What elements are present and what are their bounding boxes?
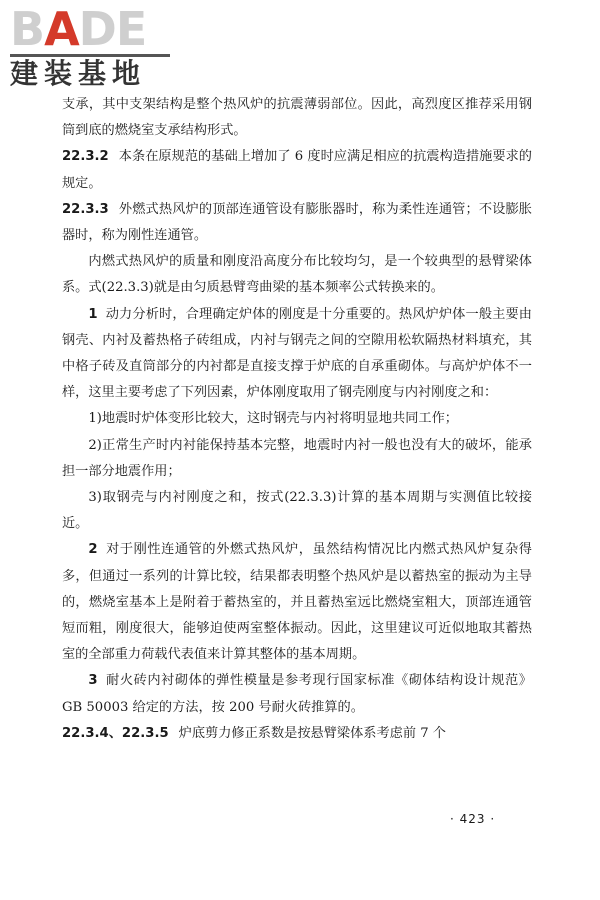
paragraph-label: 22.3.2 xyxy=(62,149,109,165)
paragraph-text: 外燃式热风炉的顶部连通管设有膨胀器时，称为柔性连通管；不设膨胀器时，称为刚性连通管。 xyxy=(62,201,532,244)
paragraph-text: 耐火砖内衬砌体的弹性模量是参考现行国家标准《砌体结构设计规范》GB 50003 给定的方法，按 200 号耐火砖推算的。 xyxy=(62,673,532,715)
paragraph xyxy=(62,92,532,144)
paragraph-text: 内燃式热风炉的质量和刚度沿高度分布比较均匀，是一个较典型的悬臂梁体系。式(22.3.3)就是由匀质悬臂弯曲梁的基本频率公式转换来的。 xyxy=(62,254,532,296)
paragraph-text: 3)取钢壳与内衬刚度之和，按式(22.3.3)计算的基本周期与实测值比较接近。 xyxy=(62,490,532,532)
logo-subtitle: 建装基地 xyxy=(10,57,147,90)
paragraph xyxy=(62,249,532,301)
paragraph xyxy=(62,302,532,407)
paragraph-text: 动力分析时，合理确定炉体的刚度是十分重要的。热风炉炉体一般主要由钢壳、内衬及蓄热格子砖组成，内衬与钢壳之间的空隙用松软隔热材料填充，其中格子砖及直筒部分的内衬都是直接支撑于炉底的自承重砌体。与高炉炉体不一样，这里主要考虑了下列因素，炉体刚度取用了钢壳刚度与内衬刚度之和： xyxy=(62,306,532,401)
document-body xyxy=(62,92,532,747)
paragraph xyxy=(62,197,532,249)
paragraph xyxy=(62,485,532,537)
logo-word: BADE xyxy=(10,2,147,56)
paragraph xyxy=(62,144,532,196)
logo-accent-letter: A xyxy=(44,2,79,56)
paragraph-label: 2 xyxy=(88,542,98,558)
paragraph-text: 炉底剪力修正系数是按悬臂梁体系考虑前 7 个 xyxy=(178,725,446,741)
paragraph xyxy=(62,433,532,485)
paragraph xyxy=(62,721,532,747)
paragraph-label: 3 xyxy=(88,673,98,689)
logo-wordmark xyxy=(10,2,180,56)
bade-logo xyxy=(10,2,180,90)
paragraph-text: 支承，其中支架结构是整个热风炉的抗震薄弱部位。因此，高烈度区推荐采用钢筒到底的燃烧室支承结构形式。 xyxy=(62,97,532,139)
paragraph-label: 1 xyxy=(88,306,98,322)
paragraph-label: 22.3.3 xyxy=(62,201,109,217)
paragraph-text: 2)正常生产时内衬能保持基本完整，地震时内衬一般也没有大的破坏，能承担一部分地震作用； xyxy=(62,437,532,479)
paragraph xyxy=(62,406,532,432)
paragraph xyxy=(62,668,532,720)
paragraph-text: 1)地震时炉体变形比较大，这时钢壳与内衬将明显地共同工作； xyxy=(88,411,458,427)
paragraph-label: 22.3.4、22.3.5 xyxy=(62,725,169,741)
paragraph-text: 对于刚性连通管的外燃式热风炉，虽然结构情况比内燃式热风炉复杂得多，但通过一系列的计算比较，结果都表明整个热风炉是以蓄热室的振动为主导的，燃烧室基本上是附着于蓄热室的，并且蓄热室远比燃烧室粗大，顶部连通管短而粗，刚度很大，能够迫使两室整体振动。因此，这里建议可近似地取其蓄热室的全部重力荷载代表值来计算其整体的基本周期。 xyxy=(62,542,532,663)
paragraph-text: 本条在原规范的基础上增加了 6 度时应满足相应的抗震构造措施要求的规定。 xyxy=(62,149,532,191)
page-number: · 423 · xyxy=(450,812,496,826)
paragraph xyxy=(62,537,532,668)
